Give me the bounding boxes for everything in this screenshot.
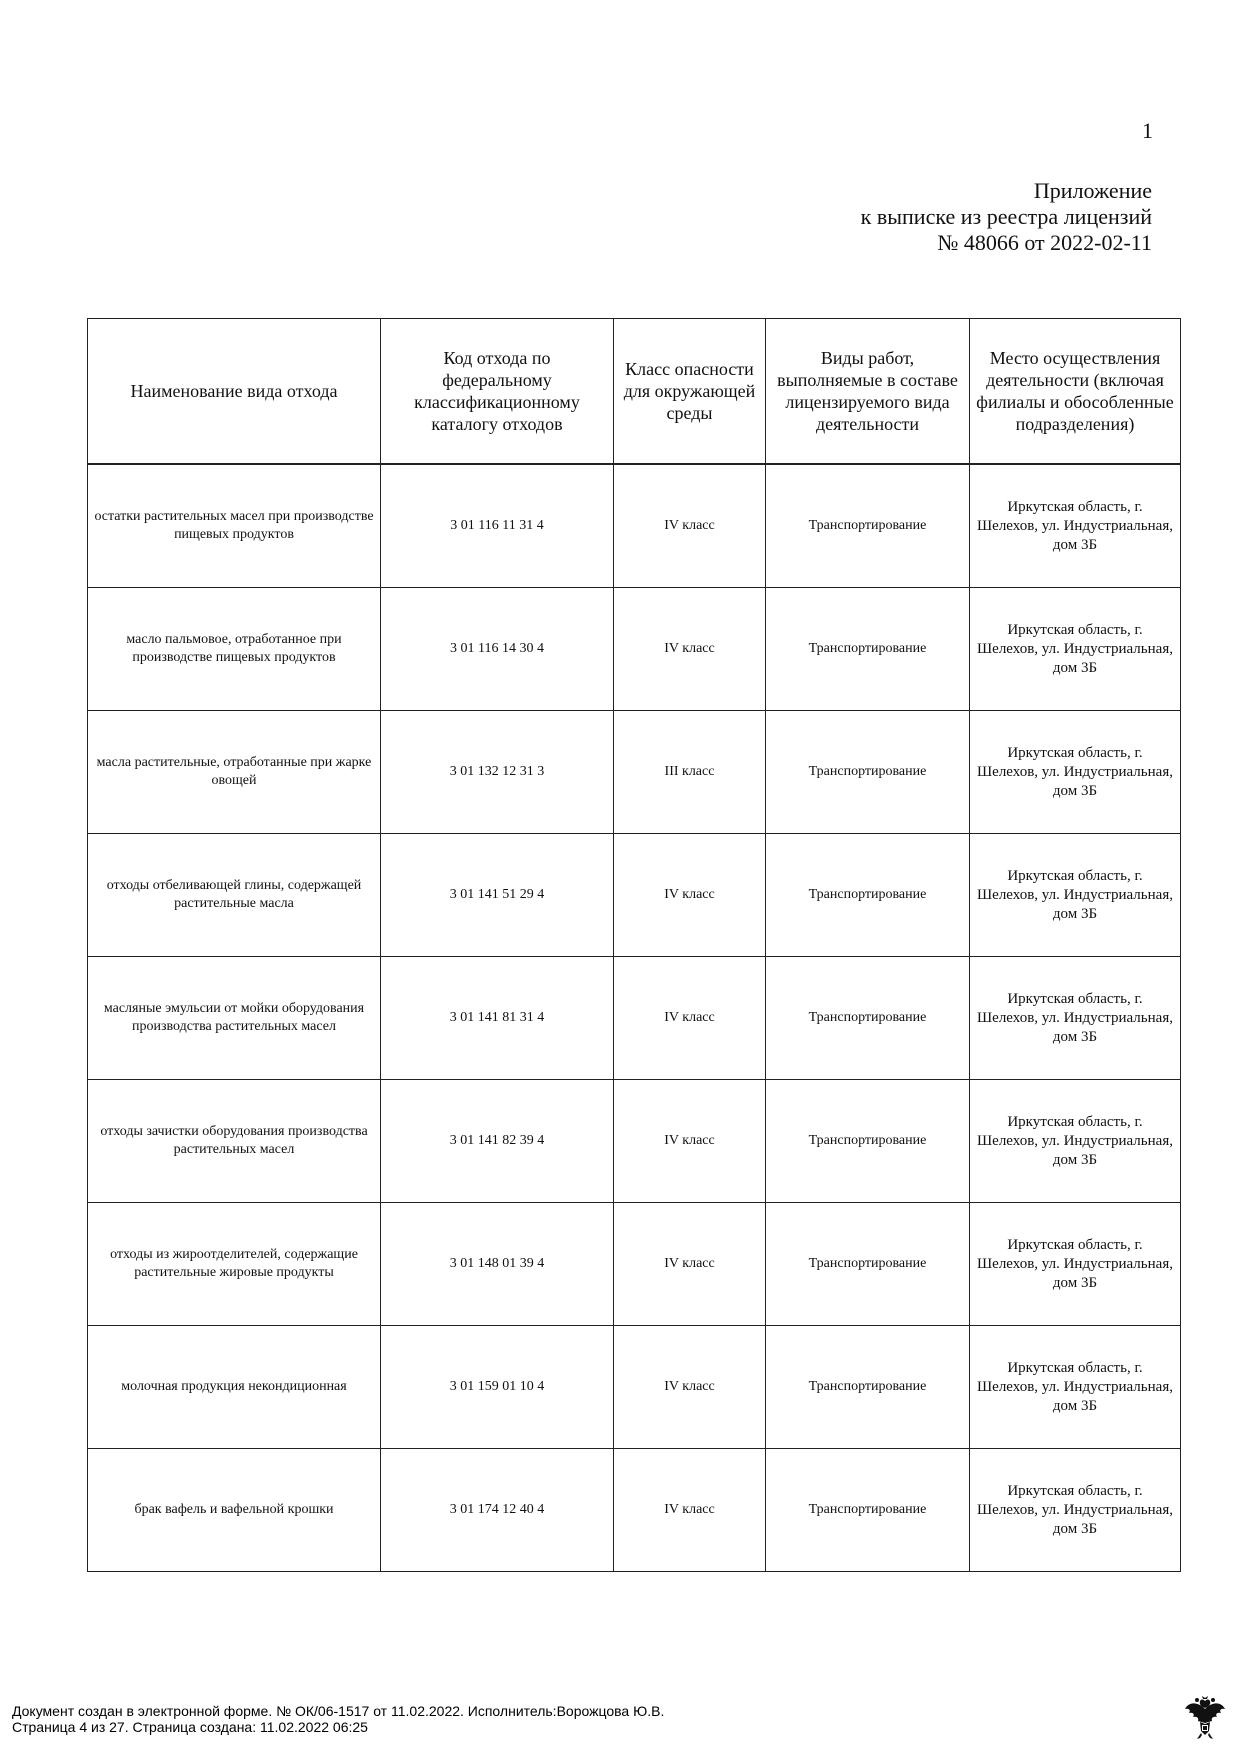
header-waste-code: Код отхода по федеральному классификационному каталогу отходов [381, 319, 614, 465]
cell-location: Иркутская область, г. Шелехов, ул. Индустриальная, дом 3Б [970, 1203, 1181, 1326]
appendix-subtitle: к выписке из реестра лицензий [860, 204, 1152, 229]
header-location: Место осуществления деятельности (включая филиалы и обособленные подразделения) [970, 319, 1181, 465]
cell-waste-code: 3 01 174 12 40 4 [381, 1449, 614, 1572]
cell-location: Иркутская область, г. Шелехов, ул. Индустриальная, дом 3Б [970, 588, 1181, 711]
cell-waste-name: отходы зачистки оборудования производства растительных масел [88, 1080, 381, 1203]
cell-work-type: Транспортирование [766, 1203, 970, 1326]
cell-waste-name: масла растительные, отработанные при жарке овощей [88, 711, 381, 834]
cell-hazard-class: IV класс [614, 957, 766, 1080]
cell-hazard-class: IV класс [614, 834, 766, 957]
cell-waste-name: отходы отбеливающей глины, содержащей растительные масла [88, 834, 381, 957]
cell-waste-code: 3 01 141 81 31 4 [381, 957, 614, 1080]
waste-table [87, 318, 1181, 1572]
table-row [88, 1203, 1181, 1326]
cell-location: Иркутская область, г. Шелехов, ул. Индустриальная, дом 3Б [970, 834, 1181, 957]
cell-hazard-class: IV класс [614, 1080, 766, 1203]
table-row [88, 588, 1181, 711]
cell-location: Иркутская область, г. Шелехов, ул. Индустриальная, дом 3Б [970, 1449, 1181, 1572]
cell-waste-name: молочная продукция некондиционная [88, 1326, 381, 1449]
footer-document-info: Документ создан в электронной форме. № ОК/06-1517 от 11.02.2022. Исполнитель:Ворожцова Ю.В. [12, 1703, 665, 1719]
cell-work-type: Транспортирование [766, 957, 970, 1080]
cell-work-type: Транспортирование [766, 834, 970, 957]
header-waste-name: Наименование вида отхода [88, 319, 381, 465]
cell-hazard-class: IV класс [614, 1326, 766, 1449]
cell-hazard-class: IV класс [614, 1449, 766, 1572]
appendix-header [861, 178, 1152, 256]
table-row [88, 957, 1181, 1080]
cell-waste-name: брак вафель и вафельной крошки [88, 1449, 381, 1572]
table-body [88, 464, 1181, 1572]
table-row [88, 1080, 1181, 1203]
cell-location: Иркутская область, г. Шелехов, ул. Индустриальная, дом 3Б [970, 711, 1181, 834]
header-hazard-class: Класс опасности для окружающей среды [614, 319, 766, 465]
cell-waste-name: масляные эмульсии от мойки оборудования производства растительных масел [88, 957, 381, 1080]
page-number: 1 [1142, 118, 1153, 143]
cell-work-type: Транспортирование [766, 711, 970, 834]
cell-hazard-class: IV класс [614, 1203, 766, 1326]
table-row [88, 834, 1181, 957]
cell-waste-code: 3 01 141 51 29 4 [381, 834, 614, 957]
appendix-title: Приложение [1033, 178, 1152, 203]
table-header-row [88, 319, 1181, 465]
cell-waste-name: отходы из жироотделителей, содержащие растительные жировые продукты [88, 1203, 381, 1326]
table-row [88, 1326, 1181, 1449]
cell-location: Иркутская область, г. Шелехов, ул. Индустриальная, дом 3Б [970, 464, 1181, 588]
cell-waste-code: 3 01 116 11 31 4 [381, 464, 614, 588]
cell-waste-code: 3 01 132 12 31 3 [381, 711, 614, 834]
cell-waste-code: 3 01 159 01 10 4 [381, 1326, 614, 1449]
cell-work-type: Транспортирование [766, 1326, 970, 1449]
appendix-license-number: № 48066 от 2022-02-11 [937, 230, 1152, 255]
cell-hazard-class: IV класс [614, 588, 766, 711]
cell-work-type: Транспортирование [766, 1449, 970, 1572]
cell-location: Иркутская область, г. Шелехов, ул. Индустриальная, дом 3Б [970, 1326, 1181, 1449]
cell-location: Иркутская область, г. Шелехов, ул. Индустриальная, дом 3Б [970, 1080, 1181, 1203]
cell-waste-code: 3 01 141 82 39 4 [381, 1080, 614, 1203]
header-work-types: Виды работ, выполняемые в составе лицензируемого вида деятельности [766, 319, 970, 465]
cell-waste-name: остатки растительных масел при производстве пищевых продуктов [88, 464, 381, 588]
cell-location: Иркутская область, г. Шелехов, ул. Индустриальная, дом 3Б [970, 957, 1181, 1080]
cell-hazard-class: III класс [614, 711, 766, 834]
cell-work-type: Транспортирование [766, 588, 970, 711]
cell-hazard-class: IV класс [614, 464, 766, 588]
cell-waste-name: масло пальмовое, отработанное при производстве пищевых продуктов [88, 588, 381, 711]
footer [12, 1703, 664, 1735]
table-row [88, 464, 1181, 588]
table-row [88, 1449, 1181, 1572]
double-headed-eagle-icon [1183, 1695, 1227, 1741]
cell-waste-code: 3 01 148 01 39 4 [381, 1203, 614, 1326]
cell-work-type: Транспортирование [766, 1080, 970, 1203]
footer-page-info: Страница 4 из 27. Страница создана: 11.02.2022 06:25 [12, 1719, 368, 1735]
cell-work-type: Транспортирование [766, 464, 970, 588]
table-row [88, 711, 1181, 834]
cell-waste-code: 3 01 116 14 30 4 [381, 588, 614, 711]
